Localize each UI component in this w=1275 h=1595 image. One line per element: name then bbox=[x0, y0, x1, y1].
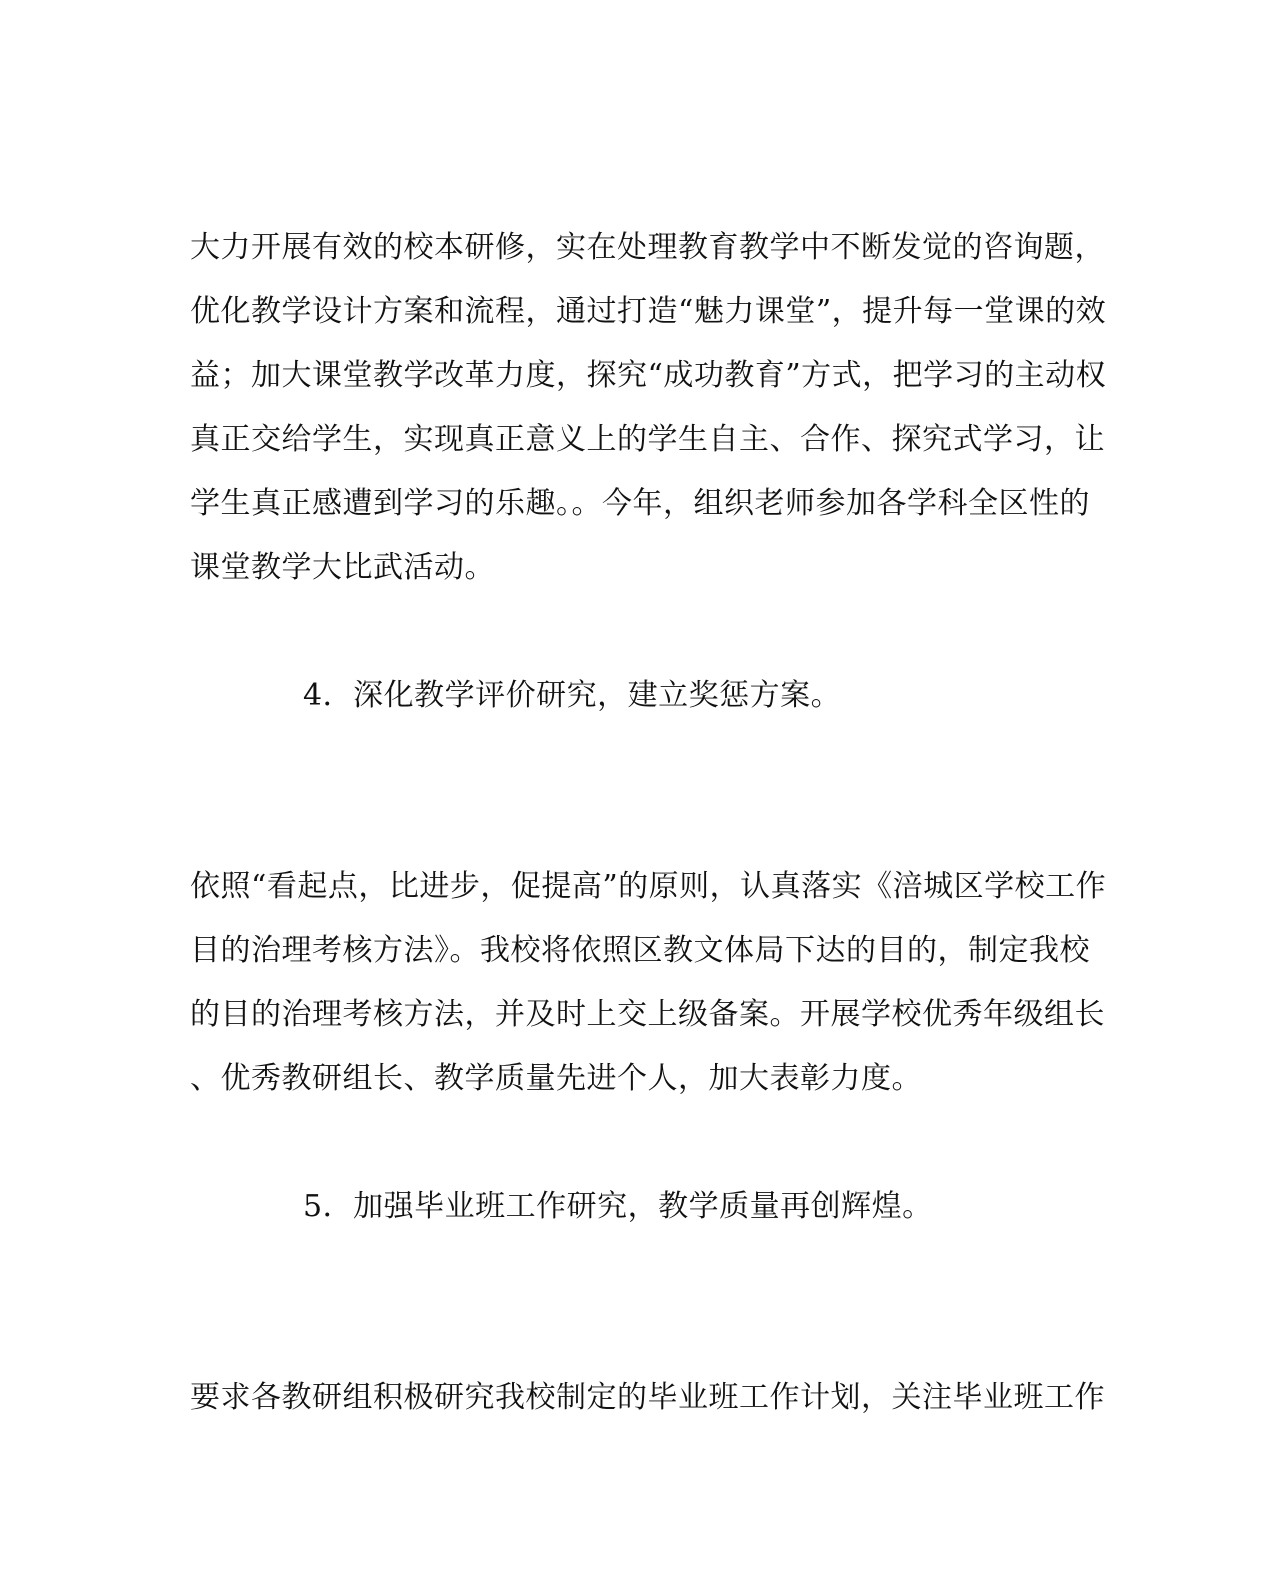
paragraph-line: 课堂教学大比武活动。 bbox=[190, 550, 495, 585]
paragraph-line: 要求各教研组积极研究我校制定的毕业班工作计划，关注毕业班工作 bbox=[190, 1380, 1105, 1415]
paragraph-line: 依照“看起点，比进步，促提高”的原则，认真落实《涪城区学校工作 bbox=[190, 869, 1107, 904]
paragraph-line: 学生真正感遭到学习的乐趣。。今年，组织老师参加各学科全区性的 bbox=[190, 486, 1090, 521]
paragraph-line: 大力开展有效的校本研修，实在处理教育教学中不断发觉的咨询题， bbox=[190, 230, 1105, 265]
section-heading-5: 5．加强毕业班工作研究，教学质量再创辉煌。 bbox=[303, 1189, 933, 1224]
paragraph-line: 优化教学设计方案和流程，通过打造“魅力课堂”，提升每一堂课的效 bbox=[190, 294, 1107, 329]
paragraph-line: 目的治理考核方法》。我校将依照区教文体局下达的目的，制定我校 bbox=[190, 933, 1090, 968]
section-heading-4: 4．深化教学评价研究，建立奖惩方案。 bbox=[303, 678, 842, 713]
paragraph-line: 的目的治理考核方法，并及时上交上级备案。开展学校优秀年级组长 bbox=[190, 997, 1105, 1032]
paragraph-line: 益；加大课堂教学改革力度，探究“成功教育”方式，把学习的主动权 bbox=[190, 358, 1107, 393]
paragraph-line: 真正交给学生，实现真正意义上的学生自主、合作、探究式学习，让 bbox=[190, 422, 1105, 457]
paragraph-line: 、优秀教研组长、教学质量先进个人，加大表彰力度。 bbox=[190, 1061, 922, 1096]
